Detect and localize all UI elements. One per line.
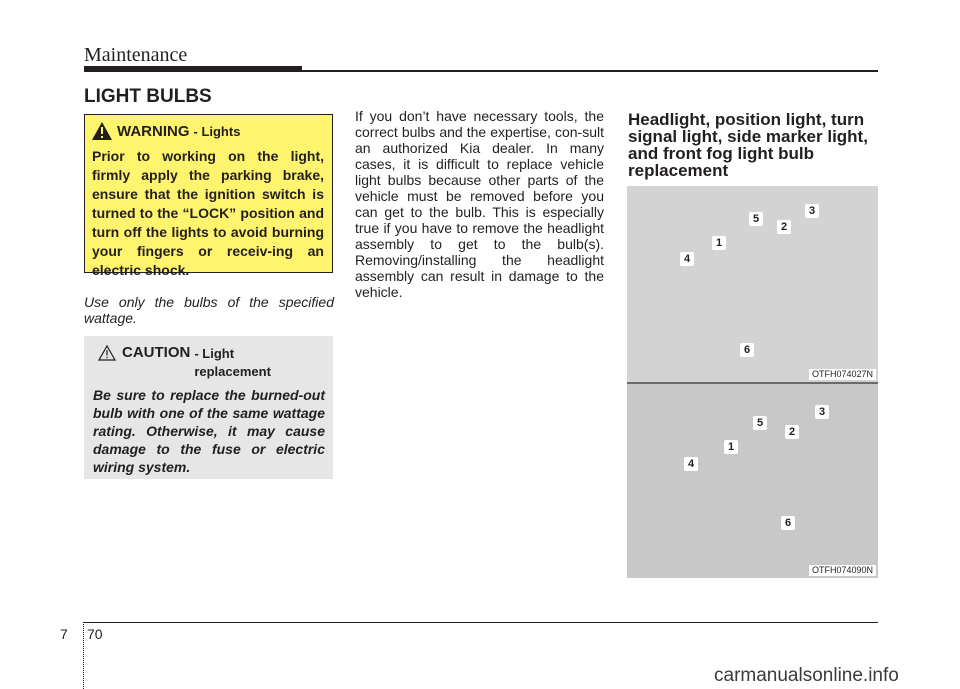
page-header-title: Maintenance bbox=[84, 44, 188, 66]
warning-header bbox=[91, 121, 240, 141]
figure-code: OTFH074027N bbox=[809, 369, 876, 380]
callout-label: 3 bbox=[805, 204, 819, 218]
caution-header bbox=[98, 344, 284, 381]
footer-divider bbox=[83, 622, 85, 689]
caution-icon bbox=[98, 345, 116, 361]
callout-label: 4 bbox=[680, 252, 694, 266]
section-title: LIGHT BULBS bbox=[84, 86, 212, 107]
caution-title: CAUTION bbox=[122, 344, 191, 361]
callout-label: 6 bbox=[781, 516, 795, 530]
warning-box bbox=[84, 114, 333, 278]
warning-title: WARNING bbox=[117, 122, 190, 140]
callout-label: 6 bbox=[740, 343, 754, 357]
headlight-photo-1 bbox=[627, 186, 878, 382]
tools-note-paragraph: If you don’t have necessary tools, the correct bulbs and the expertise, con-sult an authorized Kia dealer. In many cases, it is difficult to replace vehicle light bulbs because other parts of the vehicle must be removed before you can get to the bulb. This is especially true if you have to remove the headlight assembly to get to the bulb(s). Removing/installing the headlight assembly can result in damage to the vehicle. bbox=[355, 108, 604, 300]
figure-code: OTFH074090N bbox=[809, 565, 876, 576]
watermark: carmanualsonline.info bbox=[714, 665, 899, 686]
header-rule bbox=[84, 70, 878, 72]
callout-label: 5 bbox=[753, 416, 767, 430]
warning-text: Prior to working on the light, firmly apply the parking brake, ensure that the ignition switch is turned to the “LOCK” position and turn off the lights to avoid burning your fingers or receiv-ing an electric shock. bbox=[92, 148, 324, 278]
footer-rule bbox=[84, 622, 878, 623]
caution-text: Be sure to replace the burned-out bulb with one of the same wattage rating. Otherwise, it may cause damage to the fuse or electric wiring system. bbox=[93, 387, 325, 475]
callout-label: 2 bbox=[777, 220, 791, 234]
headlight-photo-2 bbox=[627, 384, 878, 578]
callout-label: 2 bbox=[785, 425, 799, 439]
callout-label: 1 bbox=[712, 236, 726, 250]
caution-box bbox=[84, 336, 333, 479]
callout-label: 5 bbox=[749, 212, 763, 226]
warning-icon bbox=[91, 121, 113, 141]
callout-label: 3 bbox=[815, 405, 829, 419]
caution-subtitle: - Light replacement bbox=[194, 346, 271, 379]
use-only-note: Use only the bulbs of the specified wattage. bbox=[84, 294, 334, 326]
callout-label: 1 bbox=[724, 440, 738, 454]
bulb-replacement-heading: Headlight, position light, turn signal light, side marker light, and front fog light bulb replacement bbox=[628, 110, 868, 180]
warning-subtitle: - Lights bbox=[193, 123, 241, 139]
callout-label: 4 bbox=[684, 457, 698, 471]
chapter-number: 7 bbox=[60, 626, 68, 642]
page-number: 70 bbox=[87, 626, 103, 642]
